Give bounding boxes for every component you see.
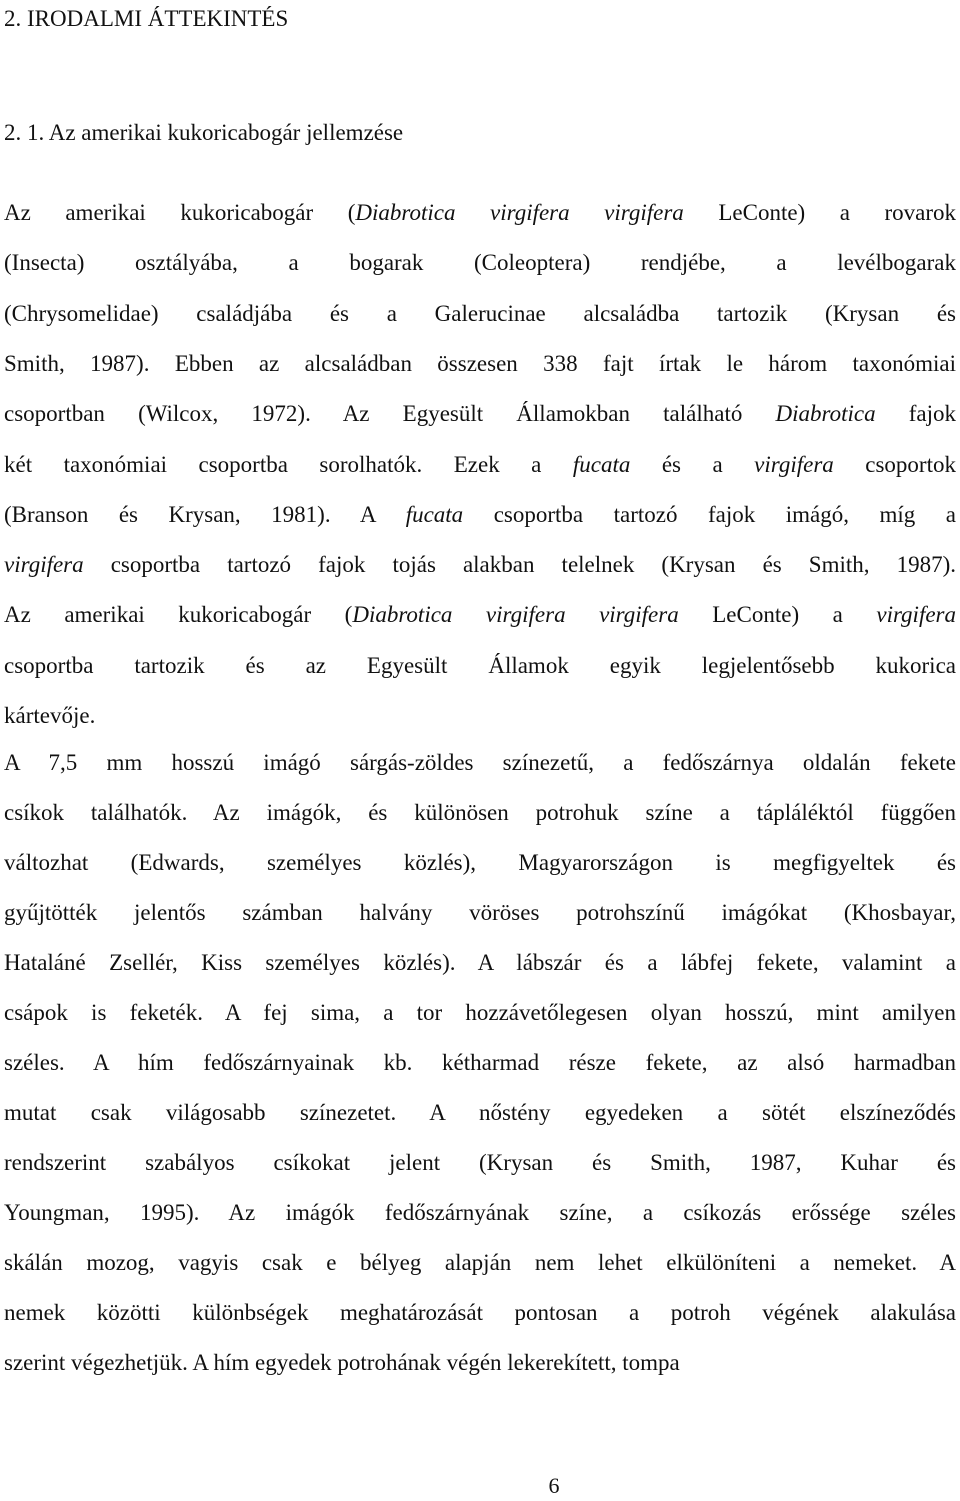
text-run: rendszerint szabályos csíkokat jelent (Krysan és Smith, 1987, Kuhar és	[4, 1150, 956, 1175]
text-line	[4, 450, 956, 480]
text-line	[4, 198, 956, 228]
text-line	[4, 651, 956, 681]
text-run: csoportban (Wilcox, 1972). Az Egyesült Államokban található	[4, 401, 776, 427]
text-run: (Chrysomelidae) családjába és a Galerucinae alcsaládba tartozik (Krysan és	[4, 300, 956, 326]
text-run: kártevője.	[4, 703, 96, 728]
text-line	[4, 550, 956, 580]
text-run: Youngman, 1995). Az imágók fedőszárnyának színe, a csíkozás erőssége széles	[4, 1200, 956, 1225]
text-run: skálán mozog, vagyis csak e bélyeg alapján nem lehet elkülöníteni a nemeket. A	[4, 1250, 956, 1275]
text-run: változhat (Edwards, személyes közlés), Magyarországon is megfigyeltek és	[4, 850, 956, 875]
text-line	[4, 948, 956, 978]
text-run: csíkok találhatók. Az imágók, és különösen potrohuk színe a tápláléktól függően	[4, 800, 956, 825]
italic-term: Diabrotica	[775, 401, 876, 427]
text-run: két taxonómiai csoportba sorolhatók. Ezek a	[4, 451, 573, 477]
subsection-heading: 2. 1. Az amerikai kukoricabogár jellemzése	[4, 120, 404, 145]
text-run: LeConte) a rovarok	[683, 200, 957, 225]
text-line	[4, 349, 956, 379]
italic-term: fucata	[572, 451, 631, 477]
text-line	[4, 399, 956, 429]
text-line	[4, 1248, 956, 1278]
text-run: Hataláné Zsellér, Kiss személyes közlés). A lábszár és a lábfej fekete, valamint a	[4, 950, 956, 975]
text-run: fajok	[875, 401, 957, 427]
text-line	[4, 299, 956, 329]
text-run: csoportba tartozó fajok imágó, míg a	[463, 501, 956, 527]
italic-term: Diabrotica virgifera virgifera	[352, 602, 679, 628]
text-line	[4, 748, 956, 778]
text-line	[4, 1198, 956, 1228]
text-run: mutat csak világosabb színezetet. A nőstény egyedeken a sötét elszíneződés	[4, 1100, 956, 1125]
text-run: csoportba tartozik és az Egyesült Államok egyik legjelentősebb kukorica	[4, 652, 956, 678]
text-run: Az amerikai kukoricabogár (	[4, 200, 356, 225]
italic-term: Diabrotica virgifera virgifera	[355, 200, 684, 225]
text-run: nemek közötti különbségek meghatározását pontosan a potroh végének alakulása	[4, 1300, 956, 1325]
text-line	[4, 1348, 956, 1378]
text-line	[4, 998, 956, 1028]
italic-term: virgifera	[4, 552, 84, 578]
text-run: Az amerikai kukoricabogár (	[4, 602, 353, 628]
text-run: LeConte) a	[678, 602, 877, 628]
text-run: széles. A hím fedőszárnyainak kb. kétharmad része fekete, az alsó harmadban	[4, 1050, 956, 1075]
text-run: gyűjtötték jelentős számban halvány vöröses potrohszínű imágókat (Khosbayar,	[4, 900, 956, 925]
text-line	[4, 500, 956, 530]
text-line	[4, 248, 956, 278]
text-run: csoportok	[833, 451, 956, 477]
italic-term: virgifera	[754, 451, 834, 477]
section-heading: 2. IRODALMI ÁTTEKINTÉS	[4, 6, 289, 31]
text-line	[4, 1148, 956, 1178]
text-run: (Branson és Krysan, 1981). A	[4, 501, 406, 527]
text-line	[4, 848, 956, 878]
text-run: és a	[630, 451, 755, 477]
page-number: 6	[548, 1473, 560, 1498]
text-run: csápok is feketék. A fej sima, a tor hozzávetőlegesen olyan hosszú, mint amilyen	[4, 1000, 956, 1025]
text-line	[4, 600, 956, 630]
italic-term: virgifera	[876, 602, 956, 628]
text-line	[4, 1048, 956, 1078]
text-line	[4, 898, 956, 928]
text-run: szerint végezhetjük. A hím egyedek potrohának végén lekerekített, tompa	[4, 1350, 680, 1375]
text-line	[4, 798, 956, 828]
text-run: csoportba tartozó fajok tojás alakban telelnek (Krysan és Smith, 1987).	[83, 552, 956, 578]
text-line	[4, 1298, 956, 1328]
italic-term: fucata	[405, 501, 464, 527]
text-line	[4, 1098, 956, 1128]
text-line	[4, 701, 956, 731]
text-run: A 7,5 mm hosszú imágó sárgás-zöldes színezetű, a fedőszárnya oldalán fekete	[4, 750, 956, 775]
text-run: (Insecta) osztályába, a bogarak (Coleoptera) rendjébe, a levélbogarak	[4, 250, 956, 276]
text-run: Smith, 1987). Ebben az alcsaládban összesen 338 fajt írtak le három taxonómiai	[4, 350, 956, 376]
